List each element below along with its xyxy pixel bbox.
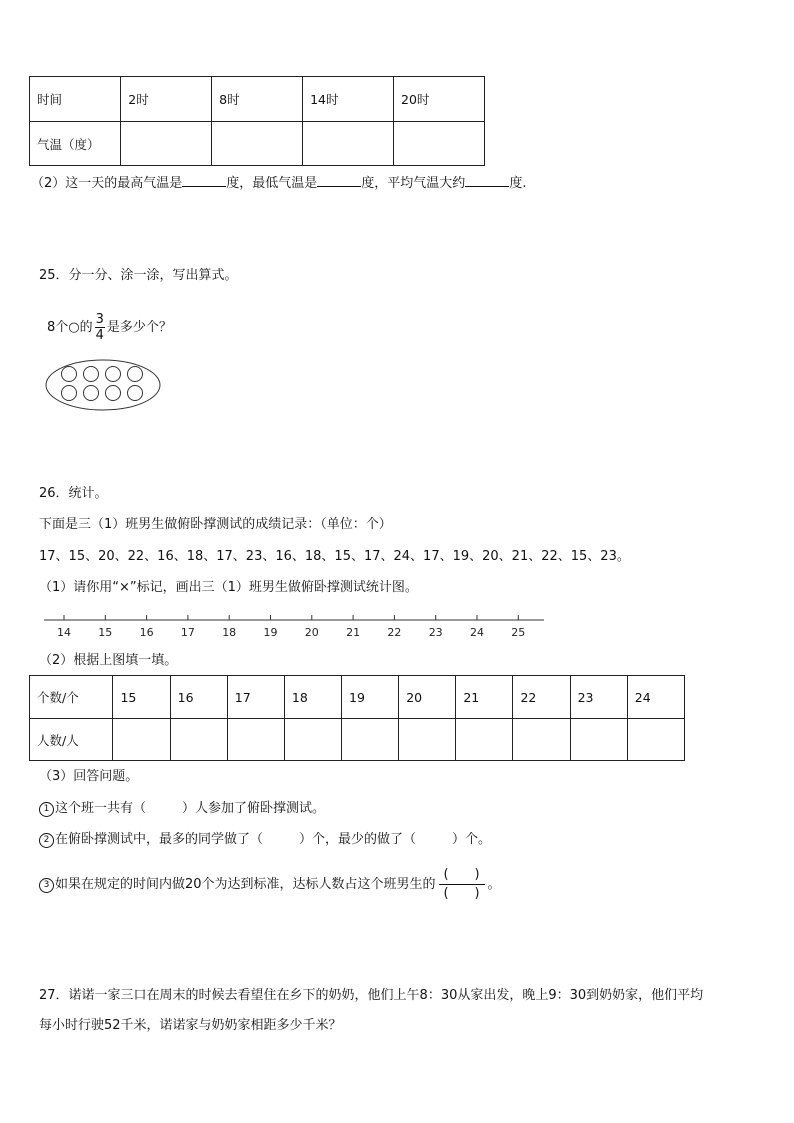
answer-cell[interactable] (570, 719, 627, 761)
table-header-cell: 15 (113, 676, 170, 719)
tick-label: 23 (428, 626, 443, 639)
table-header-cell: 21 (456, 676, 513, 719)
q26-part1: （1）请你用“×”标记，画出三（1）班男生做俯卧撑测试统计图。 (39, 580, 418, 595)
answer-cell[interactable] (303, 122, 394, 166)
answer-cell[interactable] (121, 122, 212, 166)
answer-fraction[interactable]: ( ) ( ) (439, 866, 485, 903)
answer-blank[interactable] (317, 174, 361, 187)
tick-label: 21 (346, 626, 361, 639)
q26-question3: 3 如果在规定的时间内做20个为达到标准，达标人数占这个班男生的 ( ) ( ) 。 (39, 866, 501, 903)
number-line[interactable] (44, 614, 548, 642)
table-header-cell: 19 (342, 676, 399, 719)
tick-label: 18 (222, 626, 237, 639)
q24-part2: （2）这一天的最高气温是 度，最低气温是 度，平均气温大约 度. (31, 176, 527, 191)
tick-label: 15 (98, 626, 113, 639)
answer-cell[interactable] (627, 719, 684, 761)
tick-label: 19 (263, 626, 278, 639)
answer-cell[interactable] (399, 719, 456, 761)
q26-part2: （2）根据上图填一填。 (39, 653, 178, 668)
answer-cell[interactable] (284, 719, 341, 761)
q26-part3: （3）回答问题。 (39, 769, 139, 784)
tick-label: 24 (470, 626, 484, 639)
tick-label: 22 (387, 626, 402, 639)
answer-cell[interactable] (513, 719, 570, 761)
table-header-cell: 24 (627, 676, 684, 719)
answer-blank[interactable] (182, 174, 226, 187)
q26-question1: 1 这个班一共有（ ）人参加了俯卧撑测试。 (39, 801, 325, 817)
circle-item[interactable] (62, 367, 77, 382)
table-header-cell: 20 (399, 676, 456, 719)
tick-label: 25 (511, 626, 526, 639)
q27-line1: 27．诺诺一家三口在周末的时候去看望住在乡下的奶奶，他们上午8：30从家出发，晚上9：30到奶奶家，他们平均 (39, 988, 704, 1003)
table-row-label: 人数/人 (30, 719, 113, 761)
circles-oval-figure[interactable] (44, 358, 164, 414)
tick-label: 14 (57, 626, 71, 639)
answer-cell[interactable] (113, 719, 170, 761)
q26-title: 26．统计。 (39, 486, 108, 501)
circled-number: 2 (39, 833, 54, 848)
answer-cell[interactable] (212, 122, 303, 166)
pushup-table (29, 675, 685, 761)
table-header-cell: 个数/个 (30, 676, 113, 719)
circle-item[interactable] (128, 367, 143, 382)
circled-number: 1 (39, 802, 54, 817)
table-cell: 2时 (121, 77, 212, 122)
q25-title: 25．分一分、涂一涂，写出算式。 (39, 268, 238, 283)
table-header-cell: 23 (570, 676, 627, 719)
circle-item[interactable] (62, 386, 77, 401)
tick-label: 20 (304, 626, 319, 639)
answer-blank[interactable] (465, 174, 509, 187)
table-header-cell: 16 (170, 676, 227, 719)
q25-prompt: 8个○的 $\frac{3}{4}$ 是多少个？ (47, 312, 172, 343)
table-header-cell: 17 (227, 676, 284, 719)
answer-cell[interactable] (456, 719, 513, 761)
circle-item[interactable] (84, 367, 99, 382)
tick-label: 17 (180, 626, 195, 639)
answer-cell[interactable] (342, 719, 399, 761)
table-header-cell: 18 (284, 676, 341, 719)
q26-records: 17、15、20、22、16、18、17、23、16、18、15、17、24、17、19、20、21、22、15、23。 (39, 549, 630, 564)
answer-cell[interactable] (394, 122, 485, 166)
temperature-table (29, 76, 485, 166)
circle-item[interactable] (106, 367, 121, 382)
q26-question2: 2 在俯卧撑测试中，最多的同学做了（ ）个，最少的做了（ ）个。 (39, 832, 491, 848)
table-header-cell: 22 (513, 676, 570, 719)
table-cell: 气温（度） (30, 122, 121, 166)
circle-item[interactable] (84, 386, 99, 401)
fraction: $\frac{3}{4}$ (95, 312, 104, 343)
circle-item[interactable] (106, 386, 121, 401)
answer-cell[interactable] (227, 719, 284, 761)
q27-line2: 每小时行驶52千米，诺诺家与奶奶家相距多少千米？ (39, 1018, 342, 1033)
q26-intro: 下面是三（1）班男生做俯卧撑测试的成绩记录：（单位：个） (39, 517, 392, 532)
table-cell: 20时 (394, 77, 485, 122)
circled-number: 3 (39, 878, 54, 893)
answer-cell[interactable] (170, 719, 227, 761)
tick-label: 16 (139, 626, 154, 639)
table-cell: 8时 (212, 77, 303, 122)
table-cell: 时间 (30, 77, 121, 122)
table-cell: 14时 (303, 77, 394, 122)
circle-item[interactable] (128, 386, 143, 401)
